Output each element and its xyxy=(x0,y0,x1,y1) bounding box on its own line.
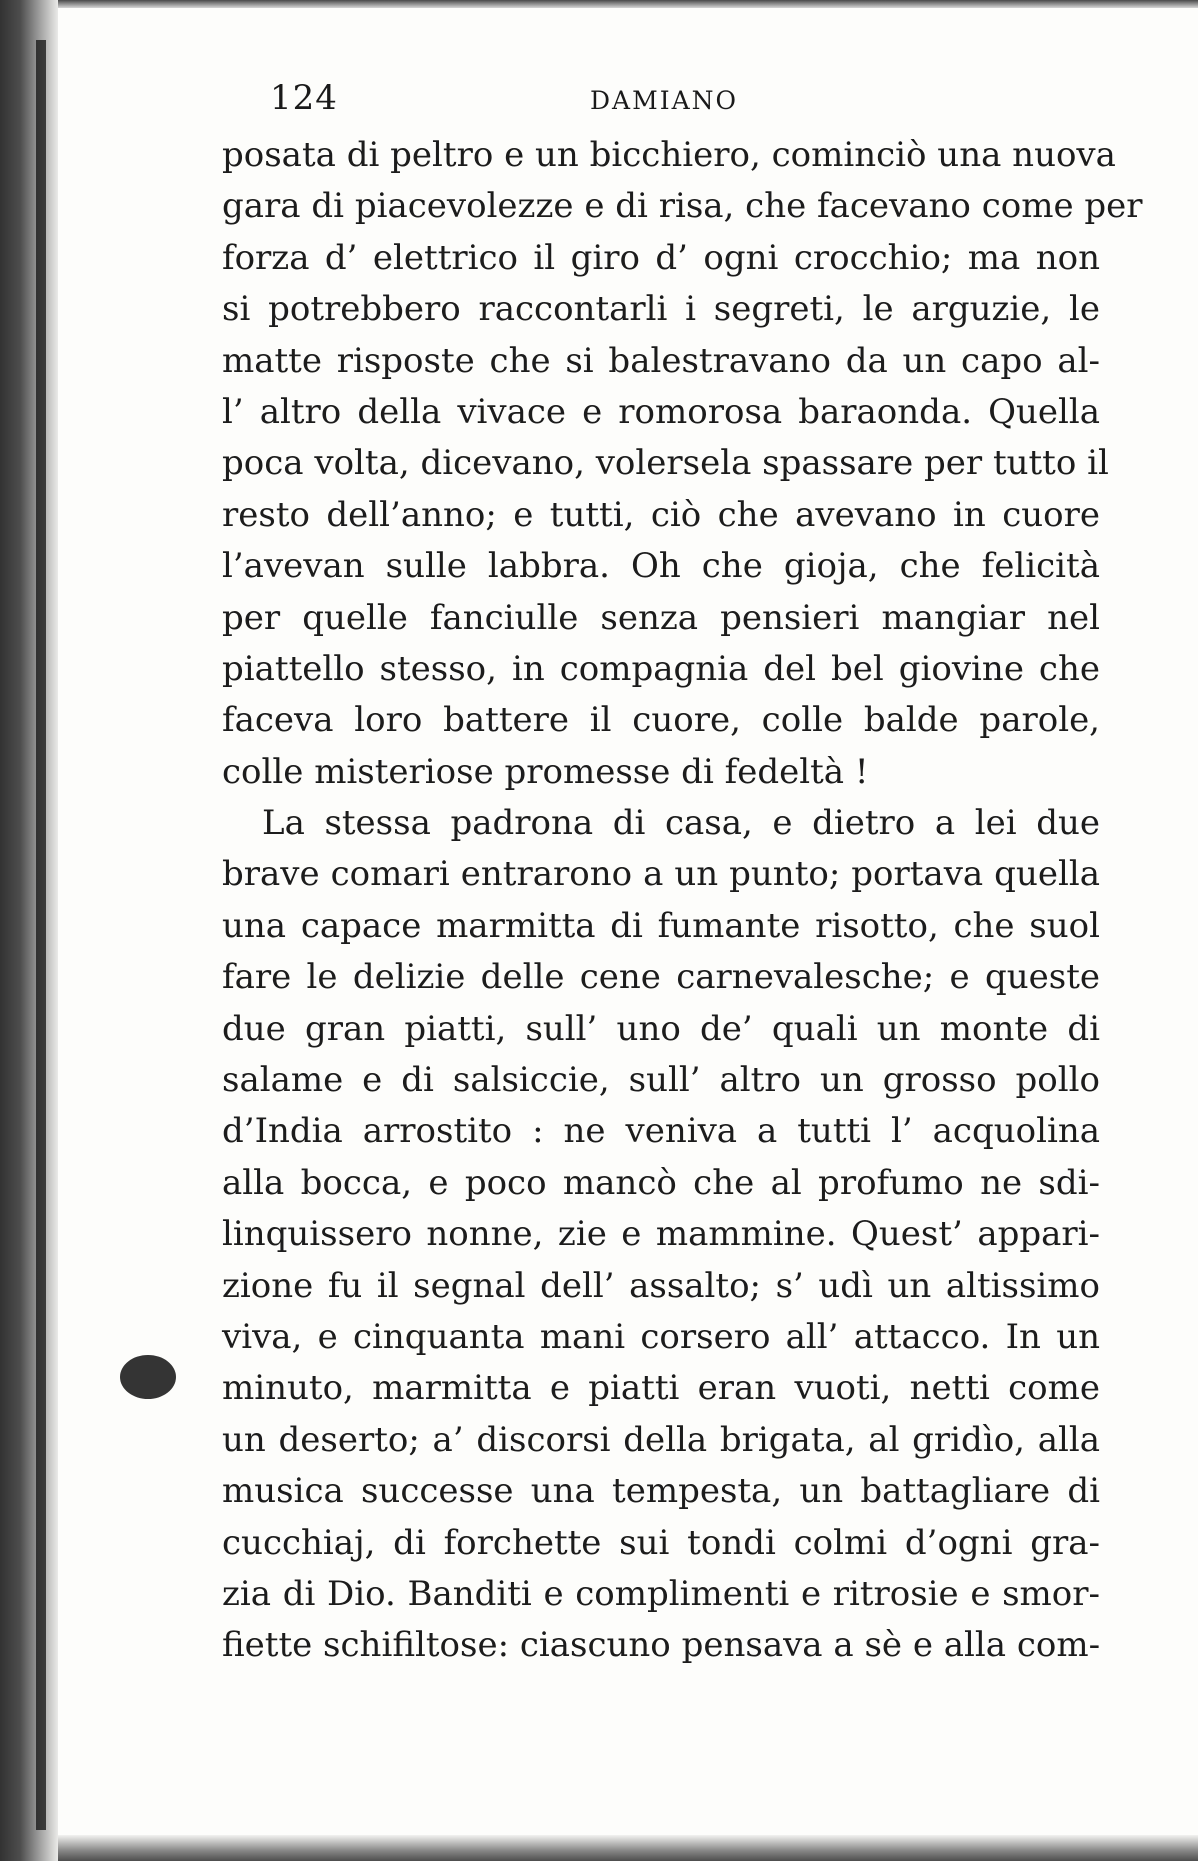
body-text xyxy=(222,130,1143,1672)
text-line: forza d’ elettrico il giro d’ ogni crocchio; ma non xyxy=(222,237,1100,278)
text-line: piattello stesso, in compagnia del bel giovine che xyxy=(222,648,1100,689)
text-line: d’India arrostito : ne veniva a tutti l’ acquolina xyxy=(222,1111,1100,1152)
text-line: due gran piatti, sull’ uno de’ quali un monte di xyxy=(222,1008,1100,1049)
text-line: zione fu il segnal dell’ assalto; s’ udì un altissimo xyxy=(222,1265,1100,1306)
text-line: una capace marmitta di fumante risotto, che suol xyxy=(222,905,1100,946)
text-line: cucchiaj, di forchette sui tondi colmi d’ogni gra- xyxy=(222,1522,1100,1563)
text-line: viva, e cinquanta mani corsero all’ attacco. In un xyxy=(222,1316,1100,1357)
text-line: colle misteriose promesse di fedeltà ! xyxy=(222,751,869,792)
text-line: musica successe una tempesta, un battagliare di xyxy=(222,1471,1100,1512)
text-line: si potrebbero raccontarli i segreti, le arguzie, le xyxy=(222,289,1100,330)
text-line: l’ altro della vivace e romorosa baraonda. Quella xyxy=(222,391,1100,432)
running-head: DAMIANO xyxy=(590,86,738,115)
binding-edge xyxy=(36,40,46,1830)
text-line: resto dell’anno; e tutti, ciò che avevano in cuore xyxy=(222,494,1100,535)
text-line: per quelle fanciulle senza pensieri mangiar nel xyxy=(222,597,1100,638)
text-line: zia di Dio. Banditi e complimenti e ritrosie e smor- xyxy=(222,1573,1100,1614)
text-line: fiette schifiltose: ciascuno pensava a sè e alla com- xyxy=(222,1625,1101,1666)
text-line: faceva loro battere il cuore, colle balde parole, xyxy=(222,700,1100,741)
top-page-edge xyxy=(58,0,1198,8)
text-line: salame e di salsiccie, sull’ altro un grosso pollo xyxy=(222,1060,1100,1101)
text-line: alla bocca, e poco mancò che al profumo ne sdi- xyxy=(222,1162,1100,1203)
text-line: poca volta, dicevano, volersela spassare per tutto il xyxy=(222,443,1109,484)
text-line: minuto, marmitta e piatti eran vuoti, netti come xyxy=(222,1368,1100,1409)
ink-blot xyxy=(120,1355,176,1399)
page-number: 124 xyxy=(270,78,338,118)
bottom-page-edge xyxy=(58,1835,1198,1861)
text-line: fare le delizie delle cene carnevalesche; e queste xyxy=(222,957,1100,998)
text-line: La stessa padrona di casa, e dietro a lei due xyxy=(262,803,1100,844)
page-header xyxy=(270,78,930,118)
text-line: l’avevan sulle labbra. Oh che gioja, che felicità xyxy=(222,546,1100,587)
text-line: brave comari entrarono a un punto; portava quella xyxy=(222,854,1100,895)
text-line: linquissero nonne, zie e mammine. Quest’ appari- xyxy=(222,1214,1100,1255)
text-line: gara di piacevolezze e di risa, che facevano come per xyxy=(222,186,1143,227)
text-line: posata di peltro e un bicchiero, cominciò una nuova xyxy=(222,135,1116,175)
text-line: matte risposte che si balestravano da un capo al- xyxy=(222,340,1100,381)
text-line: un deserto; a’ discorsi della brigata, al gridìo, alla xyxy=(222,1419,1100,1460)
book-spine-shadow xyxy=(0,0,58,1861)
